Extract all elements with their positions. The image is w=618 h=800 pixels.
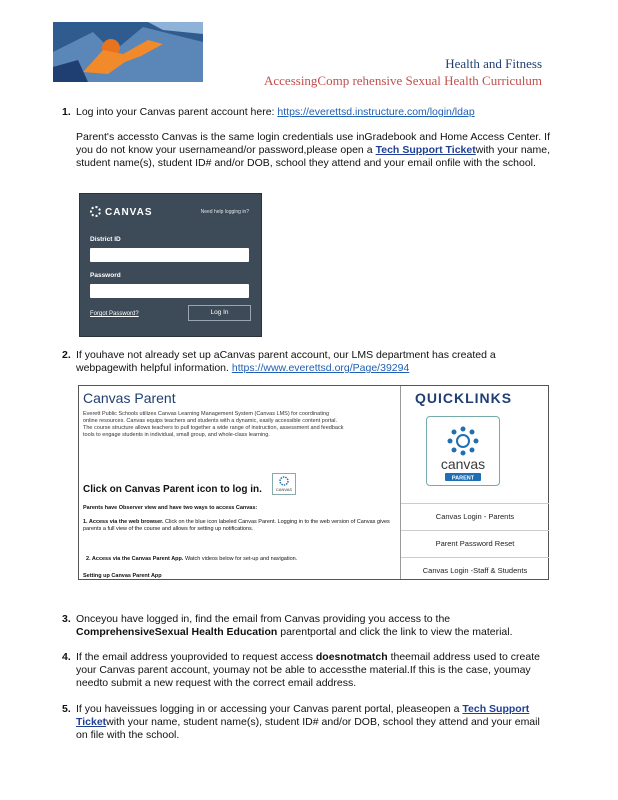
document-header	[264, 56, 542, 90]
step-text: If youhave not already set up aCanvas parent account, our LMS department has created a webpagewith helpful information.	[76, 349, 496, 374]
district-logo	[53, 22, 203, 82]
setup-app-heading: Setting up Canvas Parent App	[83, 573, 162, 579]
canvas-icon-word: canvas	[440, 456, 486, 472]
canvas-parent-mini-icon	[272, 473, 296, 495]
canvas-parent-screenshot	[78, 385, 549, 580]
web-browser-step-text: Click on the blue icon labeled Canvas Parent. Logging in to the web version of Canvas gives parents a full view of the course and allows for setting up notifications.	[83, 519, 390, 532]
forgot-password-link: Forgot Password?	[90, 311, 139, 317]
canvas-brand	[90, 206, 152, 218]
canvas-login-link[interactable]: https://everettsd.instructure.com/login/ldap	[277, 106, 475, 118]
parent-app-step	[86, 556, 297, 562]
canvas-login-staff-link: Canvas Login -Staff & Students	[401, 557, 549, 583]
web-browser-step-title: 1. Access via the web browser.	[83, 519, 164, 525]
step-text: If the email address youprovided to request access	[76, 651, 316, 663]
step-text: Onceyou have logged in, find the email from Canvas providing you access to the	[76, 613, 451, 625]
canvas-brand-text: CANVAS	[105, 207, 153, 218]
step-text: with your name, student name(s), student ID# and/or DOB, school they attend and your email on file with the school.	[76, 716, 540, 741]
step-text: Log into your Canvas parent account here:	[76, 106, 278, 118]
click-instruction: Click on Canvas Parent icon to log in.	[83, 484, 262, 495]
canvas-parent-title: Canvas Parent	[83, 390, 176, 406]
parent-password-reset-link: Parent Password Reset	[401, 530, 549, 556]
step-text: theemail address used to create your Canvas parent account, youmay not be able to accessthe material.If this is the case, youmay needto submit a new request with the correct email address.	[76, 651, 540, 689]
district-id-field	[90, 248, 249, 262]
lms-webpage-link[interactable]: https://www.everettsd.org/Page/39294	[231, 362, 410, 374]
step-3	[62, 613, 550, 639]
step-emphasis: ComprehensiveSexual Health Education	[76, 626, 278, 638]
step-text: with your name, student name(s), student ID# and/or DOB, school they attend and your email onfile with the school.	[76, 144, 550, 169]
header-title: AccessingComp rehensive Sexual Health Curriculum	[264, 73, 542, 88]
parent-badge: PARENT	[451, 475, 475, 482]
quicklinks-heading: QUICKLINKS	[415, 390, 513, 406]
canvas-parent-description: Everett Public Schools utilizes Canvas Learning Management System (Canvas LMS) for coordinating online resources. Canvas equips teachers and students with a dynamic, easily accessible content portal. The course structure allows teachers to pull together a wide range of instruction, assessment and feedback tools to engage students in individual, small group, and whole-class learning.	[83, 411, 344, 438]
step-text: If you haveissues logging in or accessing your Canvas parent portal, pleaseopen a	[76, 703, 463, 715]
step-text: parentportal and click the link to view the material.	[277, 626, 513, 638]
step-4	[62, 651, 550, 690]
mini-icon-label: CANVAS	[275, 487, 293, 492]
step-2	[62, 349, 550, 375]
web-browser-step	[83, 519, 393, 533]
step-number: 3.	[62, 613, 71, 625]
password-label: Password	[90, 272, 121, 279]
step-1	[62, 106, 550, 170]
need-help-link: Need help logging in?	[200, 209, 249, 215]
canvas-logo-icon	[90, 206, 101, 217]
step-text: Parent's accessto Canvas is the same login credentials use inGradebook and Home Access Center. If you do not know your usernameand/or password,please open a	[76, 131, 550, 156]
step-5	[62, 703, 550, 742]
observer-view-text: Parents have Observer view and have two ways to access Canvas:	[83, 505, 258, 511]
canvas-login-screenshot	[79, 193, 262, 337]
tech-support-ticket-link[interactable]: Tech Support Ticket	[76, 703, 530, 728]
tech-support-ticket-link[interactable]: Tech Support Ticket	[375, 144, 476, 156]
step-number: 2.	[62, 349, 71, 361]
parent-app-step-title: 2. Access via the Canvas Parent App.	[86, 556, 184, 562]
parent-app-step-text: Watch videos below for set-up and navigation.	[183, 556, 298, 562]
log-in-button: Log In	[188, 305, 251, 321]
canvas-parent-icon	[426, 416, 500, 486]
step-number: 4.	[62, 651, 71, 663]
district-id-label: District ID	[90, 236, 121, 243]
step-number: 1.	[62, 106, 71, 118]
canvas-login-parents-link: Canvas Login - Parents	[401, 503, 549, 529]
step-number: 5.	[62, 703, 71, 715]
step-emphasis: doesnotmatch	[315, 651, 388, 663]
password-field	[90, 284, 249, 298]
header-subject: Health and Fitness	[445, 56, 542, 71]
